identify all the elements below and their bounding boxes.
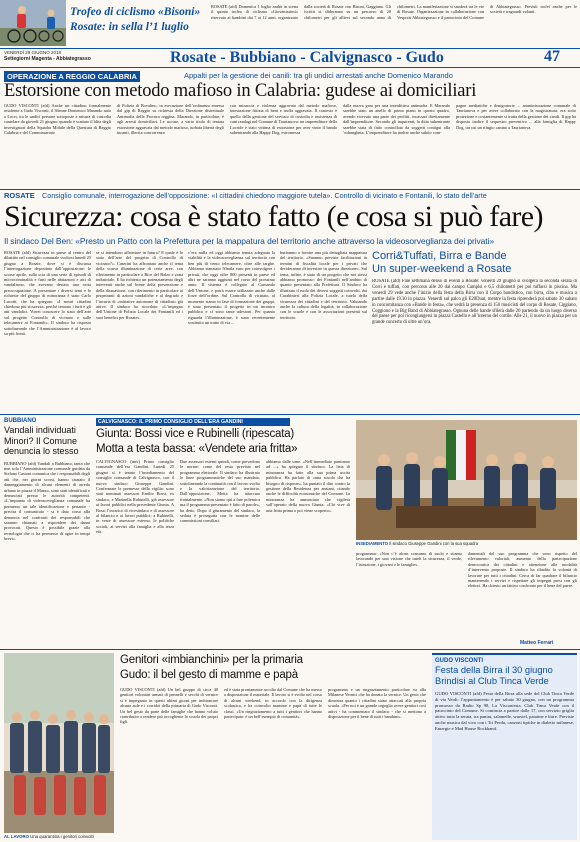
corri-box [372, 250, 577, 412]
trofeo-brief: ROSATE (afd) Domenica 1 luglio andrà in scena il quinto trofeo di ciclismo «Giovanissimi» riservato ai bambini dai 7 ai 12 anni, organizzato dalla società di Rosate con Bisoni, Gaggiano. Gli iscritti si sfideranno su un percorso di 20 chilometri per gli allievi sul secondo anno di chilometri. La manifestazione si snoderà tra le vie di Rosate. Organizzazione in collaborazione con Vespotti Abbiategrasso e il patrocinio del Comune di Abbiategrasso. Previsti trofei anche per le società e traguardi volanti. [211, 4, 577, 20]
a2-title: Sicurezza: cosa è stato fatto (e cosa si può fare) [4, 200, 543, 233]
parents-photo [4, 653, 114, 833]
corri-subtitle: Un super-weekend a Rosate [372, 263, 512, 275]
a2-col-4: butiranno a fornire una più dettagliata mappatura del territorio. «Saranno previste facilitazioni in termini di fiscalità locale per i privati che decideranno di investire in questa direzione». Sul tema, infine, è stato di un progetto che noi stessi abbiamo promosso: dei Fontanili nell’ambito di quanto presentato alla Prefettura. Il Sindaco ha illustrato il ruolo dei diversi soggetti coinvolti, dai Carabinieri alla Polizia Locale, a tutela della sicurezza dei cittadini e del territorio. Valutando anche la cultura della legalità, in collaborazione con le scuole e con le associazioni presenti sul territorio. [280, 250, 367, 320]
gudo-title: Genitori «imbianchini» per la primaria [120, 654, 303, 666]
calv-col-4: programma: «Non c’è alcun consumo di suolo e stiamo lavorando per una visione che tuteli la sicurezza, il verde, l’istruzione, i giovani e le famiglie». [356, 551, 462, 567]
a2-col-2: se si intendono affrontare in futuro? E quale è lo stato dell’arte del progetto di Controllo di vicinato?». Caserini ha affrontato anche il tema della scarsa illuminazione di certe aree, con riferimento in particolare a Bice del Balzo e zona industriale. E ha richiesto un potenziamento degli interventi anche sul fronte della prevenzione e della dissuasione, con riferimento in particolare ai perpetranti di azioni vandaliche e al degrado e l’incuria di «initiative autonome di cittadini» già attive. Il sindaco ha ricordato: «L’impegno dell’Unione di Polizia Locale dei Fontanili ed i suoi benefici per Rosate». [96, 250, 183, 320]
top-strip [0, 0, 580, 46]
a1-kicker: OPERAZIONE A REGGIO CALABRIA [4, 71, 140, 82]
bubbiano-box [4, 418, 90, 646]
calv-caption-box [356, 541, 577, 546]
parents-caption-box [4, 834, 116, 839]
gudo-col-2: ed è stata prontamente accolta dal Comune che ha messo a disposizione il materiale. Il lavoro si è svolto nel corso di alcuni weekend, in accordo con la dirigenza scolastica, e ha coinvolto mamme e papà di tutte le classi. «Un ringraziamento a tutti i genitori che hanno partecipato: è un bell’esempio di comunità». [224, 687, 322, 720]
calv-col-2: Due assessori esterni quindi, come prevedono le norme: come del resto previsto nel programma elettorale. Il sindaco ha illustrato le linee programmatiche del suo mandato, sottolineando la continuità con il lavoro svolto e la valorizzazione del territorio. Dall’opposizione, Motta ha attaccato frontalmente. «Non siamo qui a fare polemica ma il programma presentato è fatto di parole», ha detto. Dopo il giuramento del sindaco, la seduta è proseguita con le nomine delle commissioni consiliari. [180, 459, 260, 524]
a1-col-5: pagne mediatiche e denigratorie ... amministrazione comunale di Taurianova e per avere collaborato con la magistratura, era sotto protezione e costantemente si tratta della gestione dei canili. Il gip ha disposto inoltre il sequestro preventivo ... alla famiglia di Happy Dog, tra cui un rifugio canino a Taurianova. [456, 103, 576, 130]
calv-col-1: CALVIGNASCO (tmv) Primo consiglio comunale dell’era Gandini. Lunedì 25 giugno si è tenuto l’insediamento del consiglio comunale di Calvignasco, con il nuovo sindaco Giuseppe Gandini. Confermate le premesse della vigilia: sono stati nominati assessori Emilio Bossi, ex sindaco, e Marinella Rubinelli, già assessore ai lavori pubblici nella precedente Giunta. A Bossi l’incarico di vicesindaco e di assessore al bilancio e ai lavori pubblici; a Rubinelli, in veste di assessore esterno, le politiche sociali, ai servizi alla famiglia e alla terza età. [96, 459, 174, 535]
a2-kicker: ROSATE [4, 191, 35, 200]
page-number: 47 [544, 48, 560, 65]
calv-byline: Matteo Ferrari [520, 640, 554, 646]
header-rule-bottom [0, 67, 580, 68]
birra-box [432, 653, 577, 840]
bubbiano-title: Vandali individuati Minori? Il Comune denuncia lo stesso [4, 425, 79, 456]
birra-title: Festa della Birra il 30 giugno Brindisi al Club Tinca Verde [435, 665, 553, 686]
rosate-headline: Rosate: in sella l’1 luglio [70, 21, 189, 33]
a2-deck: Consiglio comunale, interrogazione dell’opposizione: «I cittadini chiedono maggiore tutela». Controllo di vicinato e Fontanili, lo stato dell’arte [42, 191, 487, 200]
calv-title-1: Giunta: Bossi vice e Rubinelli (ripescata) [96, 428, 295, 440]
a1-col-4: dalla nuova gara per una interdittiva antimafia. E Marando sarebbe stato un anello di primo piano in questo quadro, avendo ricevuto una parte dei profitti, incassati direttamente dall’imprenditore. Secondo gli inquirenti, la ditta subentrante sarebbe stata di fatto controllata da soggetti contigui alla ’ndrangheta. L’imprenditore ha inoltre anche subito com- [343, 103, 450, 136]
calv-kicker: CALVIGNASCO: IL PRIMO CONSIGLIO DELL’ERA GANDINI [96, 418, 290, 426]
birra-body: GUDO VISCONTI (afd) Festa della Birra alla sede del Club Tinca Verde di via Verdi: l’appuntamento è per sabato 30 giugno, con un programma promosso da Radio Sp 98, La Visconteria, Club Tinca Verde con il patrocinio del Comune. Si comincia a partire dalle 17, con servizio griglia attivo tutta la serata, tra panini, salamelle, wurstel, patatine e birre. Previste anche musica dal vivo con i Tri Perdu, canzoni tipiche in dialetto milanese, Emergie e Mad House Rockband. [435, 691, 574, 731]
cyclists-photo [0, 0, 66, 46]
bubbiano-kicker: BUBBIANO [4, 418, 37, 424]
calv-col-3: abbiamo dalle urne. «Nell’immediato puntiamo ad ...» ha spiegato il sindaco. La lista di minoranza ha fatto alla sua prima uscita pubblica. Ha parlato di «una scuola che ha bisogno di risposte», ha puntato il dito contro la gestione della Residenza per anziani, citando anche le difficoltà economiche del Comune. La minoranza ha annunciato che vigilerà sull’operato della nuova Giunta. «Chi vive di aria fritta prima o poi viene scoperto». [266, 459, 350, 513]
a2-col-3: c’era nulla ed oggi abbiamo tenuta adeguata la viabilità e la videosorveglianza sul territorio con ben più di cento telecamere, oltre alle targhe. Abbiamo stanziato 50mila euro per coinvolgere i privati, che oggi offre 800 presenti in paese ed altri ne saranno aggiunti nel corso del prossimo anno. Il sistema è collegato al Comando dell’Unione, e potrà essere utilizzato anche dalle forze dell’ordine. Sul Controllo di vicinato, al momento siamo in fase di formazione dei gruppi, è stato presentato il progetto in un incontro pubblico e ci sono tante adesioni. Per quanto riguarda l’illuminazione, è stato recentemente sostituito un tratto di via ... [188, 250, 275, 326]
parents-caption-kicker: AL LAVORO [4, 834, 29, 839]
header-towns: Rosate - Bubbiano - Calvignasco - Gudo [170, 49, 444, 66]
a1-col-3: con minaccia e violenza aggravata dal metodo mafioso, intestazione fittizia di beni e truffa aggravata. Il contesto è quello della gestione del servizio di custodia e assistenza di cani randagi nel Comune di Taurianova: un imprenditore della Locride è stato vittima di estorsione per aver vinto il bando subentrando alla Happy Dog, estromessa [230, 103, 337, 136]
corri-body: ROSATE (afd) Fine settimana denso di eventi a Rosate: venerdì 29 giugno si svolgerà la seconda serata di Corri e tuffati, con percorso alle 20 dal campo Campisi e 6,5 chilometri per poi tuffarsi in piscina. Ma venerdì 29 vede anche l’inizio della festa della Birra con il Corpo bandistico, con birra, cibo e musica a partire dalle 19.30 in piazza. Venerdì sul palco gli E20Duat, mentre la festa riprenderà poi sabato 30 sabato in concomitanza con «Bande in festa», che vedrà la presenza di 150 musicisti del corpo di Rosate, Ciggiano, Coggiono e la Big Band di Abbiategrasso. Ognuna delle bande sfilerà dalle 20 partendo da un luogo diverso del paese per poi ricongiungersi in piazza Castello e all’interno del cortile. Alle 21, il nuovo in piazza per un grande concerto di oltre un’ora. [372, 279, 577, 326]
a2-subtitle: Il sindaco Del Ben: «Presto un Patto con la Prefettura per la mappatura del territorio anche attraverso la videosorveglianza dei privati» [4, 236, 494, 246]
bubbiano-body: BUBBIANO (afd) Vandali a Bubbiano, tanto che non solo l’Amministrazione comunale guidata da Stefano Castoni comunica che i responsabili degli atti che, nei giorni scorsi, hanno causato il danneggiamento di alcuni elementi di arredo urbano in piazza il Mazzo, sono stati identificati e denunciati presso le autorità competenti. «L’impianto di videosorveglianza comunale ha permesso un tale identificazione e pertanto - precisa il comunicato - si è dato corso alla denuncia nel confronti dei responsabili che saranno chiamati a rispondere dei danni provocati. Questo è possibile grazie alla tecnologia che ci ha permesso di agire in tempi brevi». [4, 460, 90, 542]
a2-rule [0, 189, 580, 190]
calv-caption-kicker: INSEDIAMENTO [356, 541, 389, 546]
a1-col-2: di Polizia di Bovalino, in esecuzione dell’ordinanza emessa dal gip di Reggio su richiesta della Direzione distrettuale Antimafia della Procura reggina. Marando, in particolare, è agli arresti domiciliari. Le accuse, a vario titolo di tentata estorsione aggravata dal metodo mafioso, turbata libertà degli incanti, illecita concorrenza [117, 103, 224, 136]
gudo-col-1: GUDO VISCONTI (afd) Un bel gruppo di circa 40 genitori volontari armati di pennelli e secchi di vernice si è impegnato in questi ultimi giorni per imbiancare alcune aule e i corridoi della primaria di Gudo Visconti. Un bel gesto da parte delle famiglie che hanno voluto contribuire a rendere più accogliente la scuola dei propri figli. [120, 687, 218, 725]
gudo-subtitle: Gudo: il bel gesto di mamme e papà [120, 669, 298, 681]
calv-col-5: damentali del suo programma che sono rispetto del rilevamento valoriali, aumento della partecipazione democratica dei cittadini e attenzione alle modalità d’intervento proposte. Il sindaco ha ribadito la volontà di lavorare per tutti i cittadini. Cerca di far quadrare il bilancio mantenendo i servizi e rispettare gli impegni presi con gli elettori. Ha chiesto un fattivo confronto per il bene del paese. [468, 551, 577, 589]
gudo-col-3: programma e un ringraziamento particolare va alla Milanese Vernici che ha donato la vernice. Un gesto che dimostra quanto i cittadini siano attaccati alla propria scuola. «Per noi è un grande orgoglio avere genitori così attivi - ha commentato il sindaco - che si mettono a disposizione per il bene di tutti i bambini». [328, 687, 426, 720]
header-date: VENERDÌ 29 GIUGNO 2018 [4, 50, 62, 55]
a1-deck: Appalti per la gestione dei canili: tra gli undici arrestati anche Domenico Marando [184, 71, 453, 80]
birra-kicker: GUDO VISCONTI [435, 658, 484, 664]
calv-caption-text: Il sindaco Giuseppe Gandini con la sua squadra [389, 541, 479, 546]
header-paper: Settegiorni Magenta - Abbiategrasso [4, 56, 91, 62]
corri-title: Corri&Tuffati, Birra e Bande [372, 250, 507, 262]
mid-rule [0, 414, 580, 415]
calv-team-photo [356, 420, 577, 540]
a2-col-1: ROSATE (afd) Sicurezza in paese al centro del dibattito nel consiglio comunale svoltosi lunedì 25 giugno a Rosate, dove si è discussa l’interrogazione depositata dall’opposizione: le scorse aprile, sulla scia di una serie di episodi di microcriminalità e furti nelle abitazioni e atti di vandalismo, che avevano destato una certa preoccupazione. A presentare i diversi temi e le richieste del gruppo di minoranza è stato Carlo Lucotti, che ha spiegato: «I nostri cittadini chiedono più sicurezza, perché temono i furti e gli atti vandalici. Vorrei conoscere lo stato dell’arte sul progetto Controllo di vicinato e sulle telecamere ai Fontanili». Il sindaco ha risposto sottolineando che l’Amministrazione è al lavoro su più fronti. [4, 250, 91, 337]
parents-caption-text: Una quarantina i genitori coinvolti [30, 834, 94, 839]
calv-title-2: Motta a testa bassa: «Vendete aria fritta» [96, 443, 298, 455]
bottom-rule [0, 649, 580, 650]
trofeo-headline: Trofeo di ciclismo «Bisoni» [70, 6, 201, 18]
a1-title: Estorsione con metodo mafioso in Calabria: gudese ai domiciliari [4, 81, 477, 101]
a1-col-1: GUDO VISCONTI (afd) Anche un cittadino formalmente residente a Gudo Visconti, il 36enne Domenico Marando nato a Locri, tra le undici persone sottoposte a misura di custodia cautelare da giovedì 21 giugno: quando è scattato il blitz degli investigatori della Squadra Mobile della Questura di Reggio Calabria e del Commissariato [4, 103, 111, 136]
